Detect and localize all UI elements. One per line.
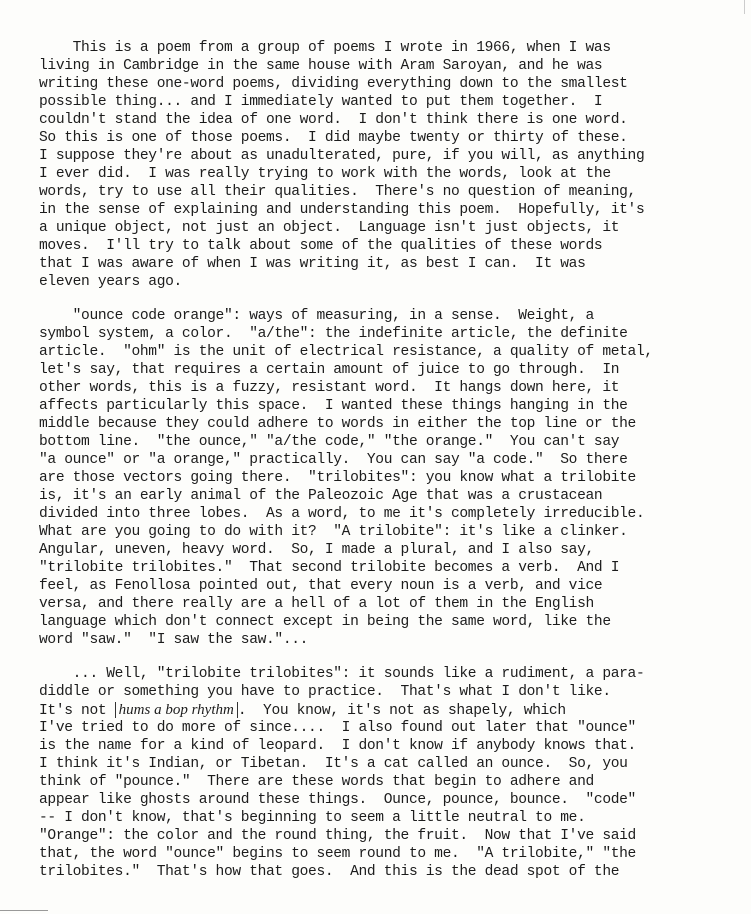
text-line: writing these one-word poems, dividing everything down to the smallest [39, 76, 628, 92]
text-line-with-bracket [39, 701, 719, 719]
paragraph-3 [39, 665, 719, 881]
text-line: What are you going to do with it? "A trilobite": it's like a clinker. [39, 524, 628, 540]
text-line: So this is one of those poems. I did maybe twenty or thirty of these. [39, 130, 628, 146]
text-line: "Orange": the color and the round thing, the fruit. Now that I've said [39, 828, 636, 844]
text-line: trilobites." That's how that goes. And this is the dead spot of the [39, 864, 620, 880]
text-line: divided into three lobes. As a word, to me it's completely irreducible. [39, 506, 645, 522]
text-fragment: . You know, it's not as shapely, which [237, 703, 566, 719]
text-line: "trilobite trilobites." That second trilobite becomes a verb. And I [39, 560, 620, 576]
text-line: article. "ohm" is the unit of electrical resistance, a quality of metal, [39, 344, 653, 360]
text-line: couldn't stand the idea of one word. I don't think there is one word. [39, 112, 628, 128]
text-line: think of "pounce." There are these words that begin to adhere and [39, 774, 594, 790]
text-line: versa, and there really are a hell of a lot of them in the English [39, 596, 594, 612]
text-line: is the name for a kind of leopard. I don't know if anybody knows that. [39, 738, 636, 754]
text-line: I think it's Indian, or Tibetan. It's a cat called an ounce. So, you [39, 756, 628, 772]
text-line: ... Well, "trilobite trilobites": it sounds like a rudiment, a para- [39, 666, 645, 682]
text-line: living in Cambridge in the same house with Aram Saroyan, and he was [39, 58, 603, 74]
text-line: "ounce code orange": ways of measuring, in a sense. Weight, a [39, 308, 594, 324]
text-line: "a ounce" or "a orange," practically. You can say "a code." So there [39, 452, 628, 468]
text-line: word "saw." "I saw the saw."... [39, 632, 309, 648]
text-line: language which don't connect except in being the same word, like the [39, 614, 611, 630]
text-line: This is a poem from a group of poems I wrote in 1966, when I was [39, 40, 611, 56]
paragraph-2 [39, 307, 719, 649]
text-line: is, it's an early animal of the Paleozoic Age that was a crustacean [39, 488, 603, 504]
page-corner-mark [744, 0, 751, 14]
text-line: words, try to use all their qualities. There's no question of meaning, [39, 184, 636, 200]
text-line: eleven years ago. [39, 274, 182, 290]
text-line: let's say, that requires a certain amount of juice to go through. In [39, 362, 620, 378]
text-line: other words, this is a fuzzy, resistant word. It hangs down here, it [39, 380, 620, 396]
text-fragment: It's not [39, 703, 115, 719]
text-line: a unique object, not just an object. Language isn't just objects, it [39, 220, 620, 236]
document-page [39, 39, 719, 897]
text-line: -- I don't know, that's beginning to seem a little neutral to me. [39, 810, 586, 826]
text-line: appear like ghosts around these things. Ounce, pounce, bounce. "code" [39, 792, 636, 808]
text-line: that I was aware of when I was writing it, as best I can. It was [39, 256, 586, 272]
text-line: Angular, uneven, heavy word. So, I made a plural, and I also say, [39, 542, 594, 558]
text-line: I suppose they're about as unadulterated, pure, if you will, as anything [39, 148, 645, 164]
paragraph-1 [39, 39, 719, 291]
text-line: in the sense of explaining and understanding this poem. Hopefully, it's [39, 202, 645, 218]
text-line: feel, as Fenollosa pointed out, that every noun is a verb, and vice [39, 578, 603, 594]
text-line: diddle or something you have to practice. That's what I don't like. [39, 684, 611, 700]
text-line: symbol system, a color. "a/the": the indefinite article, the definite [39, 326, 628, 342]
text-line: moves. I'll try to talk about some of the qualities of these words [39, 238, 603, 254]
text-line: middle because they could adhere to words in either the top line or the [39, 416, 636, 432]
text-line: I ever did. I was really trying to work with the words, look at the [39, 166, 611, 182]
text-line: that, the word "ounce" begins to seem round to me. "A trilobite," "the [39, 846, 636, 862]
text-line: bottom line. "the ounce," "a/the code," "the orange." You can't say [39, 434, 620, 450]
text-line: are those vectors going there. "trilobites": you know what a trilobite [39, 470, 636, 486]
text-line: affects particularly this space. I wanted these things hanging in the [39, 398, 628, 414]
text-line: I've tried to do more of since.... I also found out later that "ounce" [39, 720, 636, 736]
bracketed-handwritten-insert: hums a bop rhythm [115, 702, 238, 718]
footer-rule [0, 910, 48, 911]
text-line: possible thing... and I immediately wanted to put them together. I [39, 94, 603, 110]
